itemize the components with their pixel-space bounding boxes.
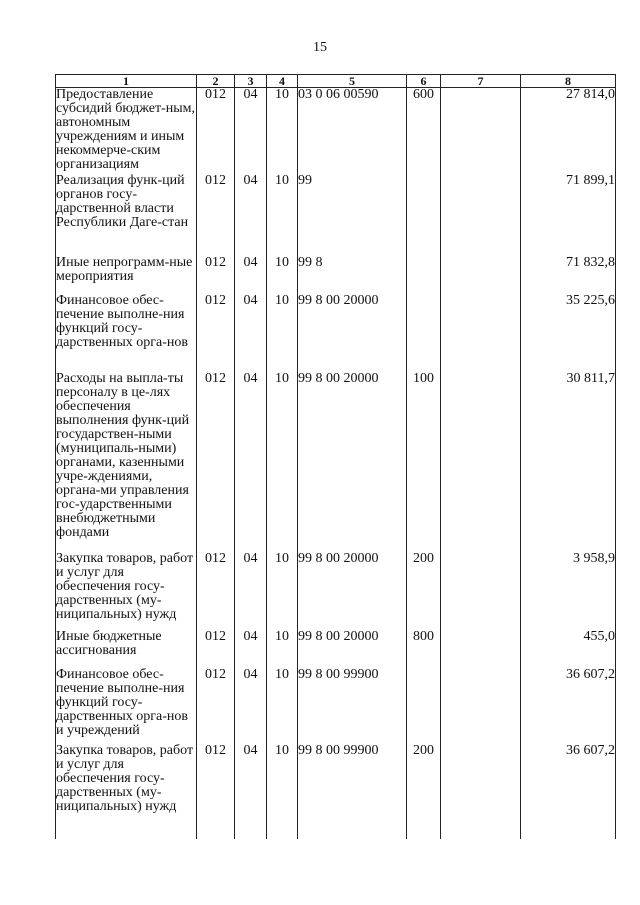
row-amount: 3 958,9 <box>521 552 616 630</box>
table-row <box>56 630 616 668</box>
column-header: 3 <box>235 75 267 88</box>
row-section: 04 <box>235 744 267 839</box>
row-ministry-code: 012 <box>197 294 235 372</box>
column-header: 4 <box>267 75 298 88</box>
table-row <box>56 668 616 744</box>
row-name: Закупка товаров, работ и услуг для обеспечения госу-дарственных (му-ниципальных) нужд <box>56 744 197 839</box>
row-target-article: 99 8 00 99900 <box>298 744 407 839</box>
row-col7 <box>441 256 521 294</box>
row-name: Иные непрограмм-ные мероприятия <box>56 256 197 294</box>
table-row <box>56 552 616 630</box>
row-target-article: 99 8 00 20000 <box>298 372 407 552</box>
row-col7 <box>441 744 521 839</box>
row-ministry-code: 012 <box>197 744 235 839</box>
row-subsection: 10 <box>267 174 298 256</box>
row-subsection: 10 <box>267 552 298 630</box>
row-section: 04 <box>235 174 267 256</box>
row-expense-type: 800 <box>407 630 441 668</box>
column-header: 8 <box>521 75 616 88</box>
row-section: 04 <box>235 630 267 668</box>
row-ministry-code: 012 <box>197 668 235 744</box>
row-ministry-code: 012 <box>197 552 235 630</box>
row-section: 04 <box>235 668 267 744</box>
row-name: Предоставление субсидий бюджет-ным, автономным учреждениям и иным некоммерче-ским организациям <box>56 87 196 172</box>
row-subsection: 10 <box>267 668 298 744</box>
column-header: 2 <box>197 75 235 88</box>
row-target-article: 99 8 00 20000 <box>298 552 407 630</box>
row-name: Иные бюджетные ассигнования <box>56 630 197 668</box>
table-row <box>56 372 616 552</box>
row-col7 <box>441 668 521 744</box>
row-expense-type <box>407 668 441 744</box>
row-col7 <box>441 88 521 174</box>
row-subsection: 10 <box>267 630 298 668</box>
row-subsection: 10 <box>267 372 298 552</box>
row-name: Финансовое обес-печение выполне-ния функций госу-дарственных орга-нов и учреждений <box>56 668 197 744</box>
column-header: 6 <box>407 75 441 88</box>
row-amount: 71 899,1 <box>521 174 616 256</box>
row-target-article: 03 0 06 00590 <box>298 88 407 174</box>
column-header: 5 <box>298 75 407 88</box>
row-col7 <box>441 552 521 630</box>
row-subsection: 10 <box>267 294 298 372</box>
row-target-article: 99 8 00 99900 <box>298 668 407 744</box>
row-target-article: 99 8 <box>298 256 407 294</box>
row-amount: 71 832,8 <box>521 256 616 294</box>
row-expense-type: 100 <box>407 372 441 552</box>
row-section: 04 <box>235 88 267 174</box>
table-row <box>56 88 616 174</box>
row-subsection: 10 <box>267 88 298 174</box>
row-ministry-code: 012 <box>197 88 235 174</box>
row-name: Закупка товаров, работ и услуг для обеспечения госу-дарственных (му-ниципальных) нужд <box>56 552 197 630</box>
row-expense-type <box>407 256 441 294</box>
row-col7 <box>441 630 521 668</box>
row-expense-type <box>407 294 441 372</box>
row-expense-type: 200 <box>407 552 441 630</box>
row-name: Расходы на выпла-ты персоналу в це-лях обеспечения выполнения функ-ций государствен-ными (муниципаль-ными) органами, казенными учре-ждениями, органа-ми управления гос-ударственными внебюджетными фондами <box>56 372 197 552</box>
table-header-row <box>56 75 616 88</box>
row-expense-type <box>407 174 441 256</box>
row-section: 04 <box>235 552 267 630</box>
table-row <box>56 174 616 256</box>
row-col7 <box>441 174 521 256</box>
row-section: 04 <box>235 372 267 552</box>
table-row <box>56 744 616 839</box>
row-ministry-code: 012 <box>197 174 235 256</box>
table-row <box>56 256 616 294</box>
row-subsection: 10 <box>267 256 298 294</box>
row-target-article: 99 8 00 20000 <box>298 630 407 668</box>
row-amount: 455,0 <box>521 630 616 668</box>
row-name: Финансовое обес-печение выполне-ния функций госу-дарственных орга-нов <box>56 294 197 372</box>
column-header: 7 <box>441 75 521 88</box>
row-name: Реализация функ-ций органов госу-дарственной власти Республики Даге-стан <box>56 174 197 256</box>
row-target-article: 99 <box>298 174 407 256</box>
row-amount: 35 225,6 <box>521 294 616 372</box>
row-section: 04 <box>235 294 267 372</box>
row-amount: 36 607,2 <box>521 744 616 839</box>
row-amount: 36 607,2 <box>521 668 616 744</box>
row-col7 <box>441 294 521 372</box>
row-col7 <box>441 372 521 552</box>
page-number: 15 <box>313 40 327 55</box>
row-expense-type: 600 <box>407 88 441 174</box>
row-subsection: 10 <box>267 744 298 839</box>
row-section: 04 <box>235 256 267 294</box>
column-header: 1 <box>56 75 197 88</box>
row-ministry-code: 012 <box>197 372 235 552</box>
budget-table <box>55 74 616 839</box>
row-expense-type: 200 <box>407 744 441 839</box>
table-row <box>56 294 616 372</box>
row-ministry-code: 012 <box>197 630 235 668</box>
row-ministry-code: 012 <box>197 256 235 294</box>
row-target-article: 99 8 00 20000 <box>298 294 407 372</box>
row-amount: 27 814,0 <box>521 88 616 174</box>
row-amount: 30 811,7 <box>521 372 616 552</box>
